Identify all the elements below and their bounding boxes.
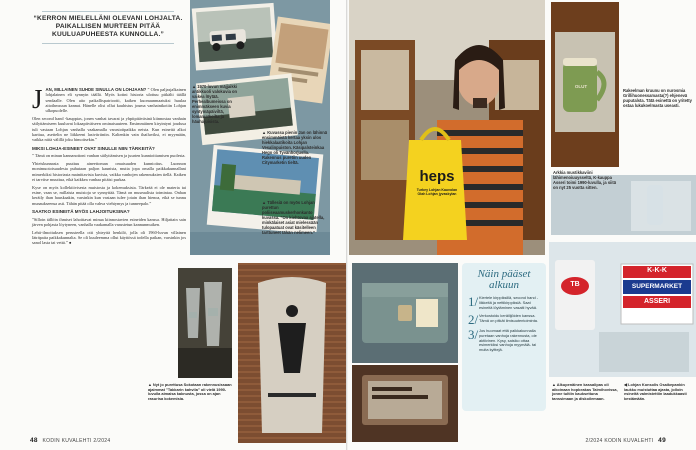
page-gutter [346,0,348,450]
stool-caption: ▲ Alkupenäinen kassalipas oli aikoinaan hopkeakas Taimihovissa, jonne tultiin kauksettuna tanssimaan ja diskoilemaan. [552,382,618,402]
bag-brand: heps [419,168,455,185]
section3-paragraph: ”Silloin tällöin ihmiset lahoittavat minua kiinnostavien esineiden kanssa. Hiljattain sain järven pohjasta löytyneen, vanhalla vaakamalla varustetun kannunmuiken. [32,216,186,227]
tip-number: 2/ [468,311,479,327]
intro-question: AN, MILLAINEN SUHDE SINULLA ON LOHJAAN? [45,87,147,92]
glasses-caption: ▲ Nyt jo purettusa Sokotaan rakennusissaan ajaimmat ”Takkarin kahvila” oli vielä 1990-luvulla aimaisa kaknusta, jossa on ajan rasurisa kokemisia. [148,382,232,402]
photo-stool [352,365,458,442]
left-folio [30,437,110,444]
intro-paragraph [32,84,186,114]
collector-illustration [349,0,545,255]
right-page-number: 49 [658,437,666,444]
section2-paragraph-3: Kyse on myös kollektiivisesta muistosta ja kokemuksista. Tärkeää ei ole materia tai esine, vaan se, millaista muistoja se synnyttää. Tämä on museaalista toimintaa. Onhan keräily ihan hauskaakin, varsinkin kun vastaan tulee jotain ihan hienoa, eikä se tunnu munaukseensa asti. Tähän pitää olla vahva viehtymys ja tunneepalo.” [32,184,186,206]
asseri-sign: ASSERI [643,298,671,305]
shirt-illustration [238,263,346,443]
dropcap: J [32,84,43,114]
pull-quote-text: “KERRON MIELELLÄNI OLEVANI LOHJALTA. PAIKALLISEN MURTEEN PITÄÄ KUULUAPUHEESTA KUNNOLLA.” [33,15,183,39]
photo-shirt [238,263,346,443]
collage-caption: ▲ 1970-luvun mäjjaikki antikkuoli valokuvia on vaikea löytää. Perhealbumeissa on enimmäkseen kuvia syntymäpäiviltä, lomamatkoilta ja häuhajuisista. [192,84,238,124]
tip-item [468,296,540,311]
quote-rule-top [42,11,174,12]
pull-quote [32,8,184,47]
photo-cashbox [352,263,458,363]
kkk-sign: K-K-K [647,267,667,274]
right-folio [586,437,666,444]
left-folio-text: KODIN KUVALEHTI 2/2024 [42,438,111,444]
stool-illustration [352,365,458,442]
glasses-illustration [178,268,232,378]
postcards-caption: ▲ Kuvassa pienin Jan on lähinnä ensimmäistä kertaa yksin ulos hiekkalaatikoita Lohjan Vesalinpuiston. Käsipalsteinkaa Hego oli Tyvänhorjuslla. Rakennus puretiin uuden Citymarketin tieltä. [262,130,328,165]
bottle-caption: Arkkia mustikkaviini lähimenoiuuysseltä, K-kauppa Asseri toimi 1990-luvulla, ja siitä on nyt 25 vuotta sitten. [553,170,617,190]
mug-label: OLUT [574,84,588,89]
section2-paragraph: ” Tämä on minun kannanottoni vanhan säilyttämisen ja juurten kunnioittamisen puolesta. [32,153,186,159]
tip-text: Jos huomaat että paikkakunnalla puretaan vanhoja rakennusta, ole aktiivinen. Kysy, saisiko ottaa esimerkiksi vanhoja myymälä- tai muita kylttejä. [479,327,537,353]
tip-number: 1/ [468,294,479,309]
photo-mug [551,2,619,167]
cashbox-illustration [352,263,458,363]
quote-rule-bottom [42,43,174,44]
right-folio-text: 2/2024 KODIN KUVALEHTI [585,438,654,444]
bag-text: Turkey Lohjan Kauvolan Olah Lohjan jyvaskylan [416,188,458,197]
article-body [32,84,186,248]
photo-collector [349,0,545,255]
mug-caption: Rakeelman kruunu on nurosmia Grillihuonessamasta(?) ehjenevä puputalsta. Tätä esinettä on yritetty ostaa lukukoelmasta useasti. [623,88,692,108]
signs-illustration [549,242,696,377]
left-page-number: 48 [30,437,38,444]
tips-box [462,263,546,411]
intro-answer: ” Olen paljasjalkainen lohjalainen eli synnyin täällä. Myös kotini historia ulottuu pitkälti täällä sendaalle. Olen aito paikallispatriootti, kaiken kuonuunmaatuksi huulaa aitoihmsuun kannat. Hänelle olisi ollut kauhistus jouma vanhaintkotiin Lohjan ulkopuolelle. [45,87,186,114]
tip-item [468,311,540,327]
signs-caption: ◀ Lohjan Konsolis Osaikepankin laukku muistuttaa ajasta, jolloin esineitä valmistettiin laadukkaasti kestämään. [624,382,687,402]
tip-text: Verkostoidu keräilijöiden kanssa. Tämä on pitkät ilmisuutentoiminta. [479,312,539,323]
section3-paragraph-2: Lehti-ilmoituksen perusteella otti yhteyttä henkilö, jolla oli 1960-luvun villainen läträpaita paikkakunnalta. Se oli kuuleemma ollut käyttössä todella paikan, varsinkin jos sanol lasta tai vettä.” ● [32,229,186,246]
tip-number: 3/ [468,326,479,342]
intro-paragraph-2: Olen second hand -kauppias, jonen vanhat tavarat ja yhpitpitäväsinä kiinnostaa vanhain säilyttämiseen kuuluvat lokaapitväiseen ominaisuuteen. Ensimmäinen kiryintyni joudusa tuli vastaan Lohjan vanhalla vaakamalla varastoitpaikka neista. Kun esineitä alkoi karttua, asettelin ne liikkeeni lasivitriiniin. Kaltenkin vain ihailuviksi, ei myymään, vaikka niitä välillä joku himoitsekin.” [32,115,186,143]
tb-logo: TB [570,281,580,288]
tip-item [468,326,540,354]
supermarket-sign: SUPERMARKET [631,283,683,290]
bag-caption: ▲ Tällesiä on myös Lohjan purettun poliiseaamuskerhonkanto kuvassa. ”On kiehtovaa ajatella, minkälaiset asiat mielessään tulopaatuat ovat käsitelleen tarttuneet tähän nelimeen.” [262,200,325,235]
tip-text: Kiertele kirppiksillä, second hand -liikkeitä ja nettikirppiksiä. Saat esineitä löytäminen vasaiti hyvää. [479,295,539,310]
section-heading: MIKSI LOHJA-ESINEET OVAT SINULLE NIIN TÄRKEITÄ? [32,145,155,151]
section2-paragraph-2: Yhteiskunnasta puuttuu aineettoman omaisuuden kunnioitus. Luonnon monimuotoisuudesta puhutaan paljon kaunista, mutta jopa omalla paikkakunnallani mimerkiksi historiasta mainittavista kuvista, vaikka vanhojen rakennuksien tiellä. Kaiken ei tarvitse muuttua, eikä kaikkea vanhaa pitäisi purkaa. [32,160,186,182]
section-heading: SAATKO ESINEITÄ MYÖS LAHJOITUKSINA? [32,208,130,214]
tips-title: Näin pääset alkuun [477,268,531,291]
photo-signs [549,242,696,377]
photo-glasses [178,268,232,378]
